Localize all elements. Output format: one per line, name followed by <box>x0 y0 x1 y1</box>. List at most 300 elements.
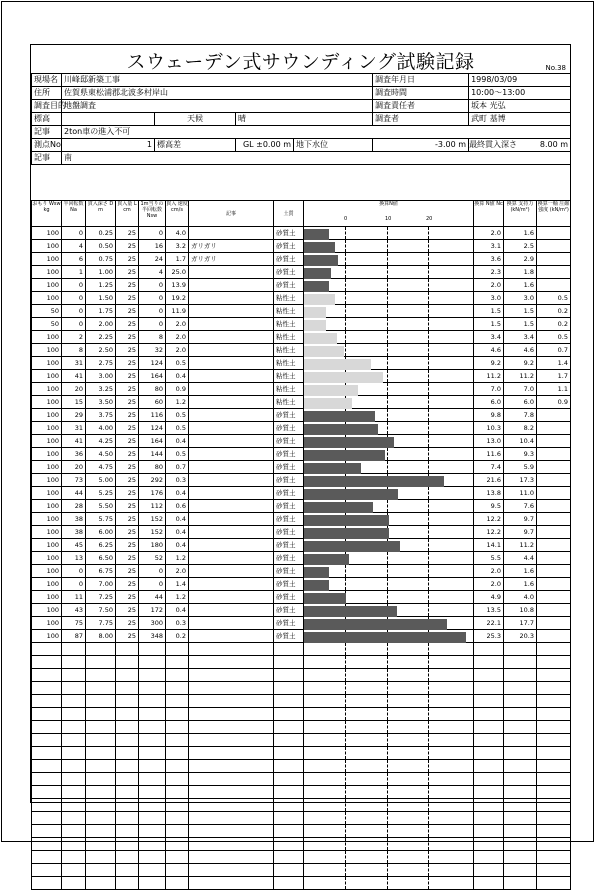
cell-n-value: 4.6 <box>474 344 504 357</box>
info-row-address <box>32 87 571 100</box>
cell-depth: 0.25 <box>86 227 116 240</box>
cell-uniaxial <box>537 682 571 695</box>
cell-bearing <box>504 812 537 825</box>
n-value-bar <box>304 398 352 409</box>
cell-speed <box>166 773 189 786</box>
cell-nsw: 8 <box>139 331 166 344</box>
cell-weight <box>32 773 62 786</box>
cell-remark <box>189 487 274 500</box>
cell-remark <box>189 370 274 383</box>
graph-gridline <box>428 357 429 369</box>
graph-gridline <box>428 487 429 499</box>
cell-penetration <box>116 877 139 890</box>
cell-remark <box>189 799 274 812</box>
cell-depth: 5.75 <box>86 513 116 526</box>
cell-remark <box>189 292 274 305</box>
blank-row <box>32 656 571 669</box>
cell-remark <box>189 877 274 890</box>
cell-uniaxial: 1.7 <box>537 370 571 383</box>
cell-bearing: 3.0 <box>504 292 537 305</box>
cell-depth: 1.75 <box>86 305 116 318</box>
cell-depth: 4.75 <box>86 461 116 474</box>
cell-penetration: 25 <box>116 344 139 357</box>
cell-n-value: 9.2 <box>474 357 504 370</box>
graph-gridline <box>387 786 388 798</box>
cell-n-value <box>474 734 504 747</box>
n-value-bar <box>304 606 397 617</box>
blank-row <box>32 682 571 695</box>
cell-uniaxial: 0.9 <box>537 396 571 409</box>
table-row <box>32 474 571 487</box>
cell-speed: 0.3 <box>166 474 189 487</box>
label-survey-time: 調査時間 <box>373 87 469 100</box>
cell-soil: 砂質土 <box>274 448 304 461</box>
graph-gridline <box>428 747 429 759</box>
table-row <box>32 370 571 383</box>
cell-penetration: 25 <box>116 630 139 643</box>
cell-penetration <box>116 708 139 721</box>
cell-uniaxial <box>537 851 571 864</box>
cell-n-value: 7.4 <box>474 461 504 474</box>
cell-uniaxial <box>537 747 571 760</box>
cell-remark <box>189 344 274 357</box>
cell-speed: 0.4 <box>166 604 189 617</box>
cell-graph <box>304 851 474 864</box>
cell-penetration: 25 <box>116 461 139 474</box>
cell-nsw <box>139 669 166 682</box>
cell-soil: 粘性土 <box>274 344 304 357</box>
graph-gridline <box>428 773 429 785</box>
cell-nsw <box>139 877 166 890</box>
cell-depth <box>86 760 116 773</box>
header-penetration: 貫入量 L cm <box>116 201 139 227</box>
cell-graph <box>304 578 474 591</box>
cell-uniaxial: 1.1 <box>537 383 571 396</box>
cell-soil: 砂質土 <box>274 253 304 266</box>
cell-speed <box>166 786 189 799</box>
cell-uniaxial <box>537 786 571 799</box>
cell-graph <box>304 396 474 409</box>
graph-gridline <box>345 799 346 811</box>
cell-half-turns <box>62 643 86 656</box>
cell-penetration: 25 <box>116 435 139 448</box>
cell-n-value: 7.0 <box>474 383 504 396</box>
cell-remark <box>189 461 274 474</box>
cell-graph <box>304 461 474 474</box>
label-weather: 天候 <box>155 113 236 126</box>
cell-n-value <box>474 669 504 682</box>
cell-speed <box>166 643 189 656</box>
table-row <box>32 292 571 305</box>
graph-gridline <box>428 695 429 707</box>
graph-gridline <box>345 643 346 655</box>
cell-bearing: 17.7 <box>504 617 537 630</box>
cell-remark <box>189 565 274 578</box>
cell-weight: 100 <box>32 487 62 500</box>
cell-penetration <box>116 838 139 851</box>
cell-depth: 7.25 <box>86 591 116 604</box>
cell-weight <box>32 786 62 799</box>
cell-n-value <box>474 708 504 721</box>
cell-half-turns: 31 <box>62 357 86 370</box>
cell-speed: 4.0 <box>166 227 189 240</box>
cell-nsw: 0 <box>139 565 166 578</box>
cell-half-turns: 41 <box>62 435 86 448</box>
info-row-site <box>32 74 571 87</box>
cell-graph <box>304 409 474 422</box>
cell-uniaxial <box>537 526 571 539</box>
graph-gridline <box>387 253 388 265</box>
graph-gridline <box>428 669 429 681</box>
n-value-bar <box>304 268 331 279</box>
cell-remark <box>189 617 274 630</box>
graph-gridline <box>428 721 429 733</box>
cell-speed: 1.2 <box>166 591 189 604</box>
cell-half-turns: 2 <box>62 331 86 344</box>
cell-weight: 100 <box>32 357 62 370</box>
cell-speed <box>166 877 189 890</box>
cell-penetration: 25 <box>116 539 139 552</box>
cell-graph <box>304 812 474 825</box>
cell-half-turns: 0 <box>62 305 86 318</box>
cell-speed <box>166 747 189 760</box>
cell-n-value: 3.0 <box>474 292 504 305</box>
graph-gridline <box>387 578 388 590</box>
graph-gridline <box>345 838 346 850</box>
cell-bearing <box>504 708 537 721</box>
cell-depth: 1.00 <box>86 266 116 279</box>
cell-graph <box>304 786 474 799</box>
cell-weight <box>32 799 62 812</box>
cell-speed <box>166 656 189 669</box>
cell-speed <box>166 682 189 695</box>
cell-uniaxial: 0.5 <box>537 292 571 305</box>
cell-weight: 100 <box>32 617 62 630</box>
table-row <box>32 357 571 370</box>
cell-remark <box>189 539 274 552</box>
graph-gridline <box>387 331 388 343</box>
table-row <box>32 526 571 539</box>
graph-gridline <box>345 864 346 876</box>
n-value-bar <box>304 593 346 604</box>
cell-remark <box>189 786 274 799</box>
info-row-point <box>32 139 571 152</box>
cell-speed: 0.2 <box>166 630 189 643</box>
cell-uniaxial <box>537 799 571 812</box>
graph-gridline <box>387 318 388 330</box>
table-row <box>32 305 571 318</box>
header-soil: 土質 <box>274 201 304 227</box>
cell-speed: 2.0 <box>166 331 189 344</box>
cell-depth <box>86 877 116 890</box>
cell-penetration: 25 <box>116 604 139 617</box>
cell-half-turns <box>62 773 86 786</box>
graph-gridline <box>345 747 346 759</box>
cell-graph <box>304 422 474 435</box>
graph-gridline <box>428 383 429 395</box>
graph-gridline <box>387 305 388 317</box>
cell-soil <box>274 708 304 721</box>
cell-depth: 2.50 <box>86 344 116 357</box>
cell-soil <box>274 812 304 825</box>
cell-penetration: 25 <box>116 578 139 591</box>
n-value-bar <box>304 229 329 240</box>
cell-graph <box>304 344 474 357</box>
cell-bearing <box>504 799 537 812</box>
cell-n-value: 4.9 <box>474 591 504 604</box>
cell-weight <box>32 864 62 877</box>
graph-gridline <box>387 383 388 395</box>
cell-weight <box>32 721 62 734</box>
cell-depth: 5.50 <box>86 500 116 513</box>
n-value-bar <box>304 515 389 526</box>
header-bearing: 換算 支持力 (kN/m²) <box>504 201 537 227</box>
cell-speed: 2.0 <box>166 344 189 357</box>
cell-penetration: 25 <box>116 292 139 305</box>
cell-penetration <box>116 682 139 695</box>
graph-gridline <box>387 591 388 603</box>
n-value-bar <box>304 554 349 565</box>
graph-gridline <box>345 292 346 304</box>
cell-uniaxial: 0.5 <box>537 331 571 344</box>
cell-speed: 0.4 <box>166 487 189 500</box>
cell-n-value: 9.8 <box>474 409 504 422</box>
graph-gridline <box>428 227 429 239</box>
cell-nsw: 300 <box>139 617 166 630</box>
cell-bearing: 4.0 <box>504 591 537 604</box>
cell-uniaxial <box>537 227 571 240</box>
cell-graph <box>304 669 474 682</box>
graph-gridline <box>428 578 429 590</box>
cell-remark <box>189 409 274 422</box>
cell-bearing <box>504 838 537 851</box>
cell-half-turns <box>62 656 86 669</box>
graph-tick-10: 10 <box>385 216 392 222</box>
graph-gridline <box>428 552 429 564</box>
cell-bearing <box>504 760 537 773</box>
graph-gridline <box>345 721 346 733</box>
cell-bearing: 1.8 <box>504 266 537 279</box>
table-row <box>32 266 571 279</box>
cell-weight: 100 <box>32 422 62 435</box>
label-site-name: 現場名 <box>32 74 62 87</box>
cell-penetration: 25 <box>116 474 139 487</box>
cell-nsw: 0 <box>139 305 166 318</box>
table-row <box>32 331 571 344</box>
cell-nsw: 0 <box>139 578 166 591</box>
cell-remark <box>189 266 274 279</box>
cell-depth: 7.00 <box>86 578 116 591</box>
cell-half-turns <box>62 695 86 708</box>
cell-depth <box>86 851 116 864</box>
graph-gridline <box>345 851 346 863</box>
cell-n-value <box>474 864 504 877</box>
graph-gridline <box>387 409 388 421</box>
cell-depth <box>86 721 116 734</box>
cell-nsw: 16 <box>139 240 166 253</box>
cell-depth <box>86 708 116 721</box>
cell-graph <box>304 331 474 344</box>
cell-penetration: 25 <box>116 318 139 331</box>
cell-depth: 2.25 <box>86 331 116 344</box>
cell-soil: 砂質土 <box>274 591 304 604</box>
cell-depth: 3.25 <box>86 383 116 396</box>
cell-graph <box>304 227 474 240</box>
info-row-remarks2 <box>32 152 571 165</box>
cell-half-turns <box>62 786 86 799</box>
table-row <box>32 435 571 448</box>
value-elevation <box>62 113 155 126</box>
cell-graph <box>304 435 474 448</box>
graph-gridline <box>345 695 346 707</box>
cell-bearing: 10.4 <box>504 435 537 448</box>
cell-weight: 100 <box>32 279 62 292</box>
cell-half-turns <box>62 812 86 825</box>
cell-graph <box>304 799 474 812</box>
graph-gridline <box>387 721 388 733</box>
cell-speed: 13.9 <box>166 279 189 292</box>
blank-row <box>32 877 571 890</box>
cell-uniaxial <box>537 513 571 526</box>
graph-gridline <box>345 877 346 889</box>
cell-soil <box>274 864 304 877</box>
cell-depth: 6.75 <box>86 565 116 578</box>
table-row <box>32 227 571 240</box>
cell-remark: ガリガリ <box>189 240 274 253</box>
cell-soil <box>274 877 304 890</box>
cell-penetration: 25 <box>116 357 139 370</box>
cell-penetration <box>116 643 139 656</box>
cell-uniaxial <box>537 279 571 292</box>
blank-row <box>32 695 571 708</box>
value-survey-date: 1998/03/09 <box>469 74 571 87</box>
cell-weight <box>32 656 62 669</box>
graph-gridline <box>345 331 346 343</box>
cell-uniaxial <box>537 656 571 669</box>
cell-remark <box>189 721 274 734</box>
cell-weight <box>32 851 62 864</box>
cell-bearing: 11.2 <box>504 539 537 552</box>
cell-bearing: 1.6 <box>504 565 537 578</box>
cell-bearing: 3.4 <box>504 331 537 344</box>
cell-uniaxial <box>537 461 571 474</box>
value-manager: 坂本 光弘 <box>469 100 571 113</box>
cell-half-turns: 20 <box>62 461 86 474</box>
cell-soil: 砂質土 <box>274 474 304 487</box>
table-row <box>32 409 571 422</box>
cell-soil: 粘性土 <box>274 331 304 344</box>
cell-penetration: 25 <box>116 253 139 266</box>
n-value-bar <box>304 580 329 591</box>
cell-half-turns <box>62 799 86 812</box>
cell-n-value <box>474 812 504 825</box>
n-value-bar <box>304 320 326 331</box>
blank-row <box>32 747 571 760</box>
graph-gridline <box>345 240 346 252</box>
cell-nsw: 0 <box>139 292 166 305</box>
graph-gridline <box>387 422 388 434</box>
cell-graph <box>304 864 474 877</box>
graph-gridline <box>345 656 346 668</box>
cell-speed: 0.5 <box>166 409 189 422</box>
cell-remark <box>189 474 274 487</box>
cell-depth: 3.75 <box>86 409 116 422</box>
cell-penetration: 25 <box>116 383 139 396</box>
graph-gridline <box>428 682 429 694</box>
cell-depth: 3.50 <box>86 396 116 409</box>
cell-soil: 粘性土 <box>274 357 304 370</box>
cell-soil: 粘性土 <box>274 383 304 396</box>
cell-nsw <box>139 760 166 773</box>
cell-n-value: 12.2 <box>474 513 504 526</box>
graph-gridline <box>345 708 346 720</box>
cell-half-turns: 0 <box>62 279 86 292</box>
cell-soil: 粘性土 <box>274 318 304 331</box>
cell-speed <box>166 721 189 734</box>
cell-uniaxial <box>537 630 571 643</box>
cell-soil: 砂質土 <box>274 617 304 630</box>
graph-gridline <box>387 669 388 681</box>
cell-depth: 4.50 <box>86 448 116 461</box>
n-value-bar <box>304 411 375 422</box>
cell-half-turns: 20 <box>62 383 86 396</box>
cell-nsw <box>139 786 166 799</box>
cell-bearing: 9.3 <box>504 448 537 461</box>
cell-speed: 2.0 <box>166 318 189 331</box>
cell-bearing <box>504 656 537 669</box>
cell-remark <box>189 552 274 565</box>
cell-uniaxial <box>537 253 571 266</box>
cell-penetration: 25 <box>116 409 139 422</box>
value-remarks-2: 南 <box>62 152 571 165</box>
graph-gridline <box>428 864 429 876</box>
cell-n-value: 2.0 <box>474 565 504 578</box>
cell-graph <box>304 318 474 331</box>
cell-penetration: 25 <box>116 227 139 240</box>
graph-gridline <box>387 682 388 694</box>
cell-graph <box>304 656 474 669</box>
graph-gridline <box>345 734 346 746</box>
table-row <box>32 240 571 253</box>
cell-graph <box>304 500 474 513</box>
cell-penetration <box>116 812 139 825</box>
cell-soil <box>274 695 304 708</box>
cell-remark <box>189 708 274 721</box>
cell-half-turns <box>62 877 86 890</box>
cell-depth <box>86 812 116 825</box>
cell-remark <box>189 305 274 318</box>
cell-speed: 0.4 <box>166 526 189 539</box>
cell-depth: 5.25 <box>86 487 116 500</box>
cell-bearing <box>504 877 537 890</box>
graph-gridline <box>387 448 388 460</box>
n-value-bar <box>304 450 385 461</box>
cell-speed: 11.9 <box>166 305 189 318</box>
cell-depth: 6.50 <box>86 552 116 565</box>
cell-n-value: 14.1 <box>474 539 504 552</box>
table-row <box>32 565 571 578</box>
cell-n-value: 6.0 <box>474 396 504 409</box>
value-investigator: 武町 基博 <box>469 113 571 126</box>
cell-soil: 砂質土 <box>274 526 304 539</box>
cell-half-turns: 38 <box>62 513 86 526</box>
cell-bearing: 5.9 <box>504 461 537 474</box>
cell-nsw <box>139 643 166 656</box>
cell-penetration: 25 <box>116 422 139 435</box>
n-value-bar <box>304 346 344 357</box>
cell-soil: 粘性土 <box>274 292 304 305</box>
graph-gridline <box>428 604 429 616</box>
